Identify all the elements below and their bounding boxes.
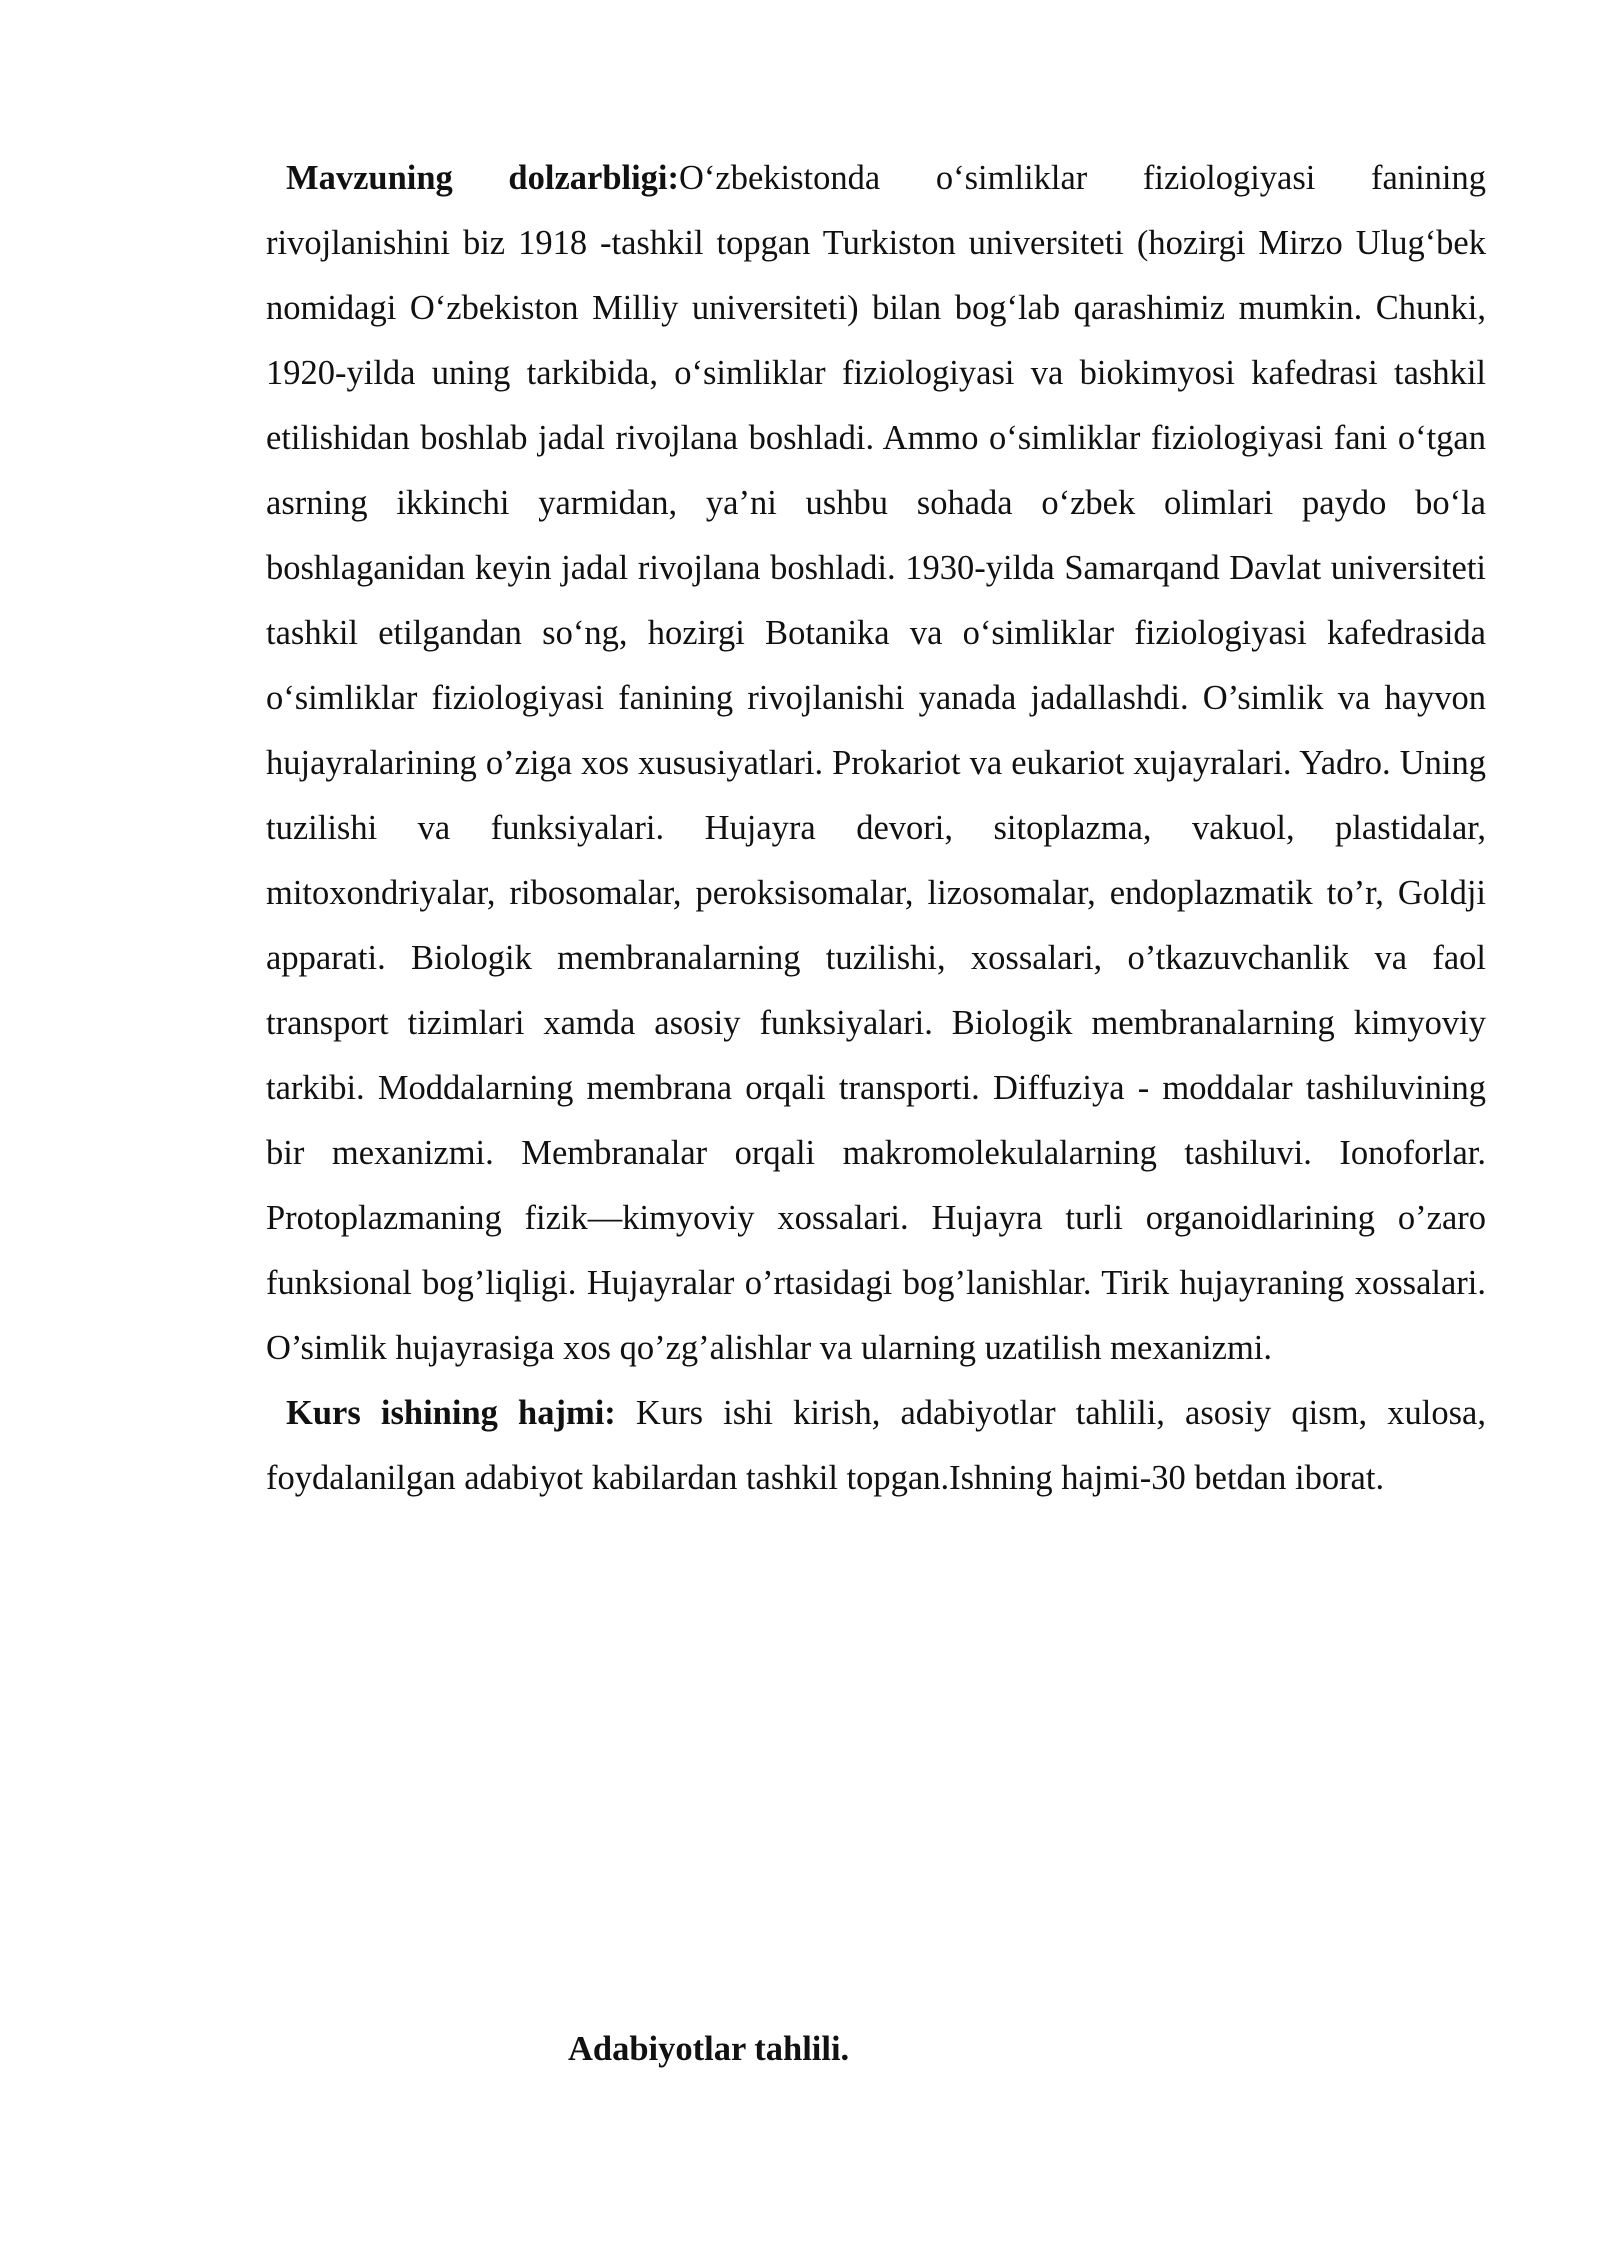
scope-paragraph (266, 1381, 1486, 1511)
scope-text: Kurs ishi kirish, adabiyotlar tahlili, asosiy qism, xulosa, foydalanilgan adabiyot kabilardan tashkil topgan.Ishning hajmi-30 betdan iborat. (266, 1394, 1486, 1497)
relevance-lead: Mavzuning dolzarbligi: (286, 159, 680, 197)
section-heading: Adabiyotlar tahlili. (568, 2030, 850, 2068)
relevance-text: O‘zbekistonda o‘simliklar fiziologiyasi fanining rivojlanishini biz 1918 -tashkil topgan Turkiston universiteti (hozirgi Mirzo Ulug‘bek nomidagi O‘zbekiston Milliy universiteti) bilan bog‘lab qarashimiz mumkin. Chunki, 1920-yilda uning tarkibida, o‘simliklar fiziologiyasi va biokimyosi kafedrasi tashkil etilishidan boshlab jadal rivojlana boshladi. Ammo o‘simliklar fiziologiyasi fani o‘tgan asrning ikkinchi yarmidan, ya’ni ushbu sohada o‘zbek olimlari paydo bo‘la boshlaganidan keyin jadal rivojlana boshladi. 1930-yilda Samarqand Davlat universiteti tashkil etilgandan so‘ng, hozirgi Botanika va o‘simliklar fiziologiyasi kafedrasida o‘simliklar fiziologiyasi fanining rivojlanishi yanada jadallashdi. O’simlik va hayvon hujayralarining o’ziga xos xususiyatlari. Prokariot va eukariot xujayralari. Yadro. Uning tuzilishi va funksiyalari. Hujayra devori, sitoplazma, vakuol, plastidalar, mitoxondriyalar, ribosomalar, peroksisomalar, lizosomalar, endoplazmatik to’r, Goldji apparati. Biologik membranalarning tuzilishi, xossalari, o’tkazuvchanlik va faol transport tizimlari xamda asosiy funksiyalari. Biologik membranalarning kimyoviy tarkibi. Moddalarning membrana orqali transporti. Diffuziya - moddalar tashiluvining bir mexanizmi. Membranalar orqali makromolekulalarning tashiluvi. Ionoforlar. Protoplazmaning fizik—kimyoviy xossalari. Hujayra turli organoidlarining o’zaro funksional bog’liqligi. Hujayralar o’rtasidagi bog’lanishlar. Tirik hujayraning xossalari. O’simlik hujayrasiga xos qo’zg’alishlar va ularning uzatilish mexanizmi. (266, 159, 1486, 1367)
body-text (266, 146, 1486, 1511)
relevance-paragraph (266, 146, 1486, 1381)
scope-lead: Kurs ishining hajmi: (286, 1394, 616, 1432)
